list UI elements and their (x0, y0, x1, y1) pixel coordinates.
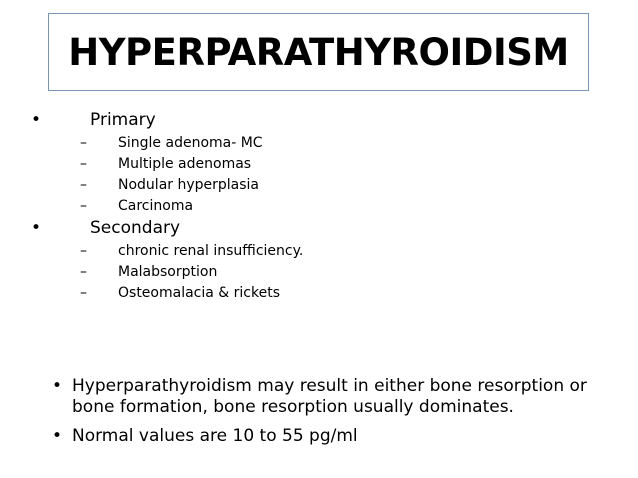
bullet-icon: • (52, 376, 63, 396)
section-heading-primary: Primary (90, 110, 156, 130)
dash-icon: – (80, 243, 87, 259)
list-item: Nodular hyperplasia (118, 177, 260, 193)
dash-icon: – (80, 285, 87, 301)
paragraph-bone-resorption: Hyperparathyroidism may result in either bone resorption or bone formation, bone resorption usually dominates. (72, 376, 587, 417)
bullet-icon: • (31, 110, 42, 130)
dash-icon: – (80, 264, 87, 280)
list-item: Osteomalacia & rickets (118, 285, 280, 301)
dash-icon: – (80, 156, 87, 172)
list-item: chronic renal insufficiency. (118, 243, 304, 259)
dash-icon: – (80, 177, 87, 193)
title-box (48, 13, 589, 91)
paragraph-normal-values: Normal values are 10 to 55 pg/ml (72, 426, 358, 446)
section-heading-secondary: Secondary (90, 218, 181, 238)
list-item: Single adenoma- MC (118, 135, 263, 151)
dash-icon: – (80, 135, 87, 151)
list-item: Multiple adenomas (118, 156, 252, 172)
slide-title: HYPERPARATHYROIDISM (68, 30, 569, 74)
bullet-icon: • (31, 218, 42, 238)
dash-icon: – (80, 198, 87, 214)
list-item: Carcinoma (118, 198, 194, 214)
bullet-icon: • (52, 426, 63, 446)
list-item: Malabsorption (118, 264, 218, 280)
